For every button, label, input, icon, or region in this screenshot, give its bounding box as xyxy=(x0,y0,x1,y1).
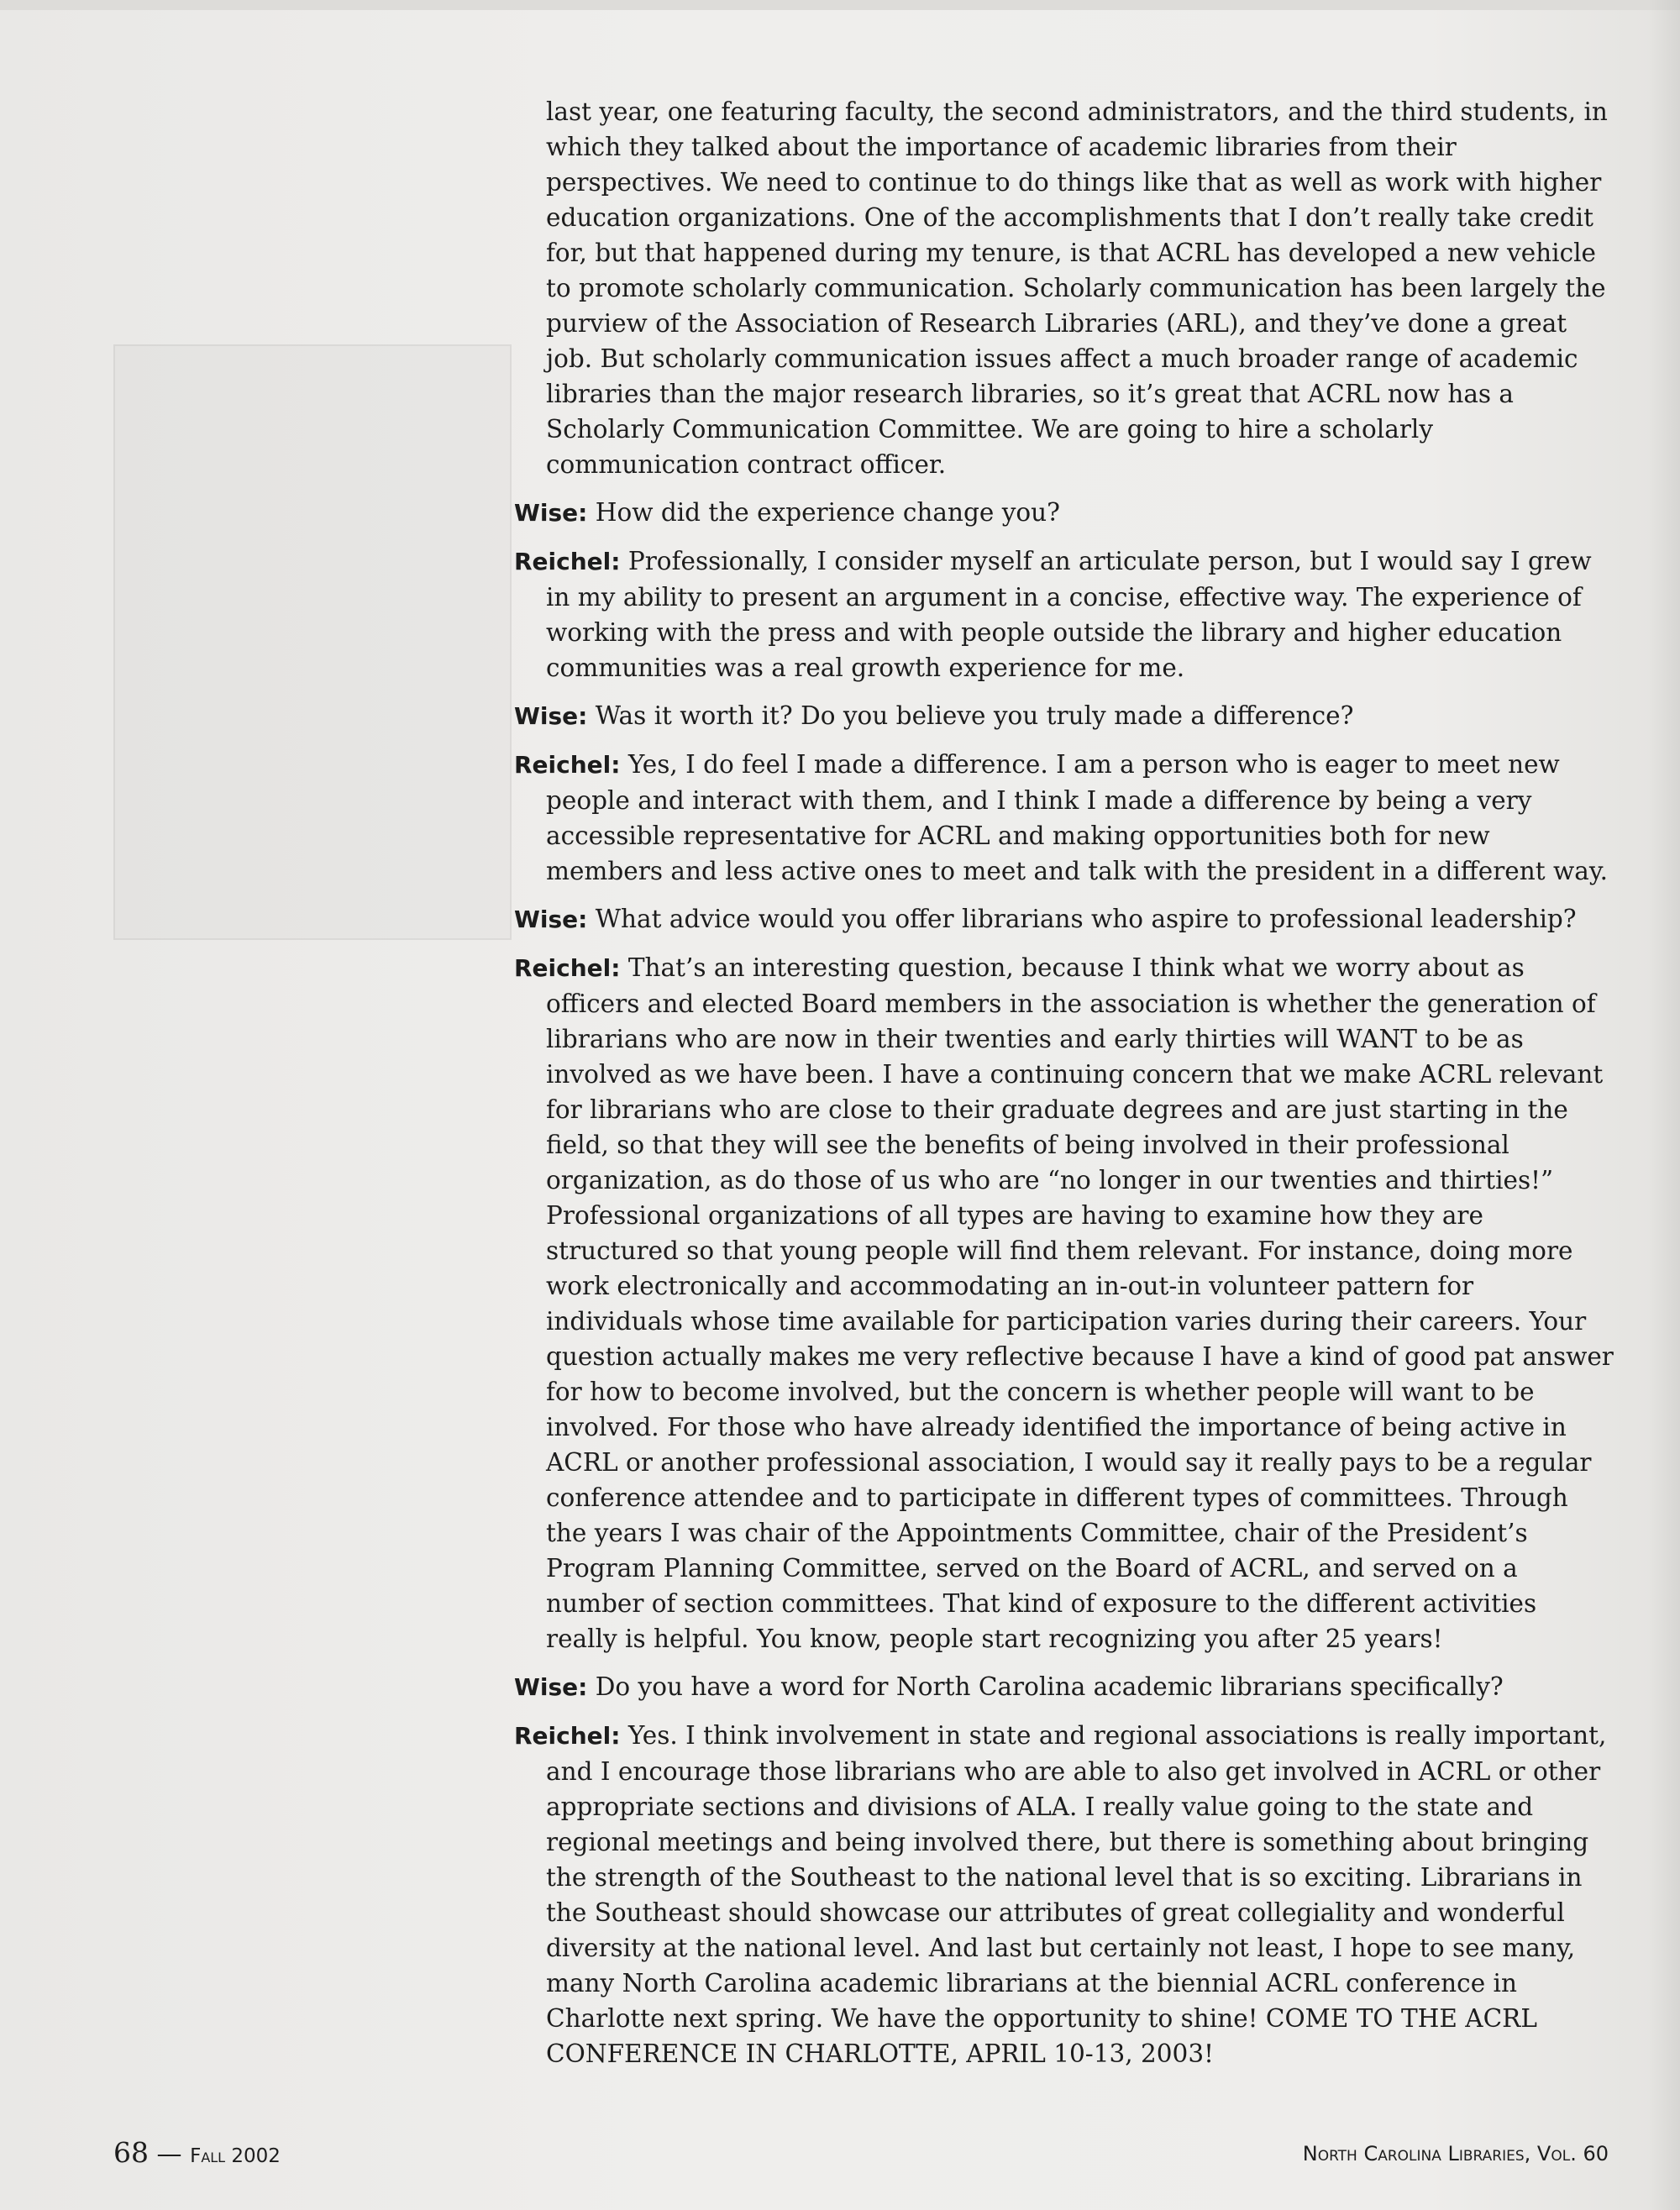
speaker-label: Reichel: xyxy=(514,548,621,575)
interview-answer xyxy=(514,1718,1614,2071)
speaker-label: Reichel: xyxy=(514,954,621,982)
interview-answer xyxy=(514,543,1614,685)
speaker-label: Wise: xyxy=(514,499,588,527)
paragraph-text: Do you have a word for North Carolina academic librarians specifically? xyxy=(595,1672,1504,1701)
interview-question xyxy=(514,698,1614,734)
paragraph-text: Professionally, I consider myself an articulate person, but I would say I grew in my ability to present an argument in a concise, effective way. The experience of working with the press and with people outside the library and higher education communities was a real growth experience for me. xyxy=(546,547,1592,682)
interview-question xyxy=(514,901,1614,937)
speaker-label: Reichel: xyxy=(514,1722,621,1750)
paragraph-text: Yes. I think involvement in state and regional associations is really important, and I encourage those librarians who are able to also get involved in ACRL or other appropriate sections and divisions of ALA. I really value going to the state and regional meetings and being involved there, but there is something about bringing the strength of the Southeast to the national level that is so exciting. Librarians in the Southeast should showcase our attributes of great collegiality and wonderful diversity at the national level. And last but certainly not least, I hope to see many, many North Carolina academic librarians at the biennial ACRL conference in Charlotte next spring. We have the opportunity to shine! COME TO THE ACRL CONFERENCE IN CHARLOTTE, APRIL 10-13, 2003! xyxy=(546,1721,1607,2068)
page-number: 68 xyxy=(113,2136,149,2169)
publication-name: North Carolina Libraries, Vol. 60 xyxy=(1302,2142,1609,2165)
speaker-label: Wise: xyxy=(514,702,588,730)
interview-paragraph-continued xyxy=(514,94,1614,482)
paragraph-text: That’s an interesting question, because I think what we worry about as officers and elected Board members in the association is whether the generation of librarians who are now in their twenties and early thirties will WANT to be as involved as we have been. I have a continuing concern that we make ACRL relevant for librarians who are close to their graduate degrees and are just starting in the field, so that they will see the benefits of being involved in their professional organization, as do those of us who are “no longer in our twenties and thirties!” Professional organizations of all types are having to examine how they are structured so that young people will find them relevant. For instance, doing more work electronically and accommodating an in-out-in volunteer pattern for individuals whose time available for participation varies during their careers. Your question actually makes me very reflective because I have a kind of good pat answer for how to become involved, but the concern is whether people will want to be involved. For those who have already identified the importance of being active in ACRL or another professional association, I would say it really pays to be a regular conference attendee and to participate in different types of committees. Through the years I was chair of the Appointments Committee, chair of the President’s Program Planning Committee, served on the Board of ACRL, and served on a number of section committees. That kind of exposure to the different activities really is helpful. You know, people start recognizing you after 25 years! xyxy=(546,953,1614,1653)
interview-question xyxy=(514,495,1614,531)
footer-separator: — xyxy=(156,2139,182,2169)
top-edge-band xyxy=(0,0,1680,10)
bleed-through-photo-shadow xyxy=(113,344,512,940)
paragraph-text: Was it worth it? Do you believe you truly made a difference? xyxy=(595,701,1354,730)
paragraph-text: last year, one featuring faculty, the second administrators, and the third students, in which they talked about the importance of academic libraries from their perspectives. We need to continue to do things like that as well as work with higher education organizations. One of the accomplishments that I don’t really take credit for, but that happened during my tenure, is that ACRL has developed a new vehicle to promote scholarly communication. Scholarly communication has been largely the purview of the Association of Research Libraries (ARL), and they’ve done a great job. But scholarly communication issues affect a much broader range of academic libraries than the major research libraries, so it’s great that ACRL now has a Scholarly Communication Committee. We are going to hire a scholarly communication contract officer. xyxy=(546,97,1608,479)
speaker-label: Reichel: xyxy=(514,751,621,779)
speaker-label: Wise: xyxy=(514,906,588,933)
interview-question xyxy=(514,1669,1614,1705)
footer-page-info xyxy=(113,2136,281,2173)
speaker-label: Wise: xyxy=(514,1673,588,1701)
interview-text-column xyxy=(514,94,1614,2084)
page-edge-shadow xyxy=(1648,0,1680,2210)
interview-answer xyxy=(514,950,1614,1656)
paragraph-text: Yes, I do feel I made a difference. I am a person who is eager to meet new people and interact with them, and I think I made a difference by being a very accessible representative for ACRL and making opportunities both for new members and less active ones to meet and talk with the president in a different way. xyxy=(546,750,1608,885)
issue-season: Fall 2002 xyxy=(190,2145,281,2167)
paragraph-text: What advice would you offer librarians who aspire to professional leadership? xyxy=(595,905,1577,933)
interview-answer xyxy=(514,747,1614,889)
paragraph-text: How did the experience change you? xyxy=(595,498,1060,527)
